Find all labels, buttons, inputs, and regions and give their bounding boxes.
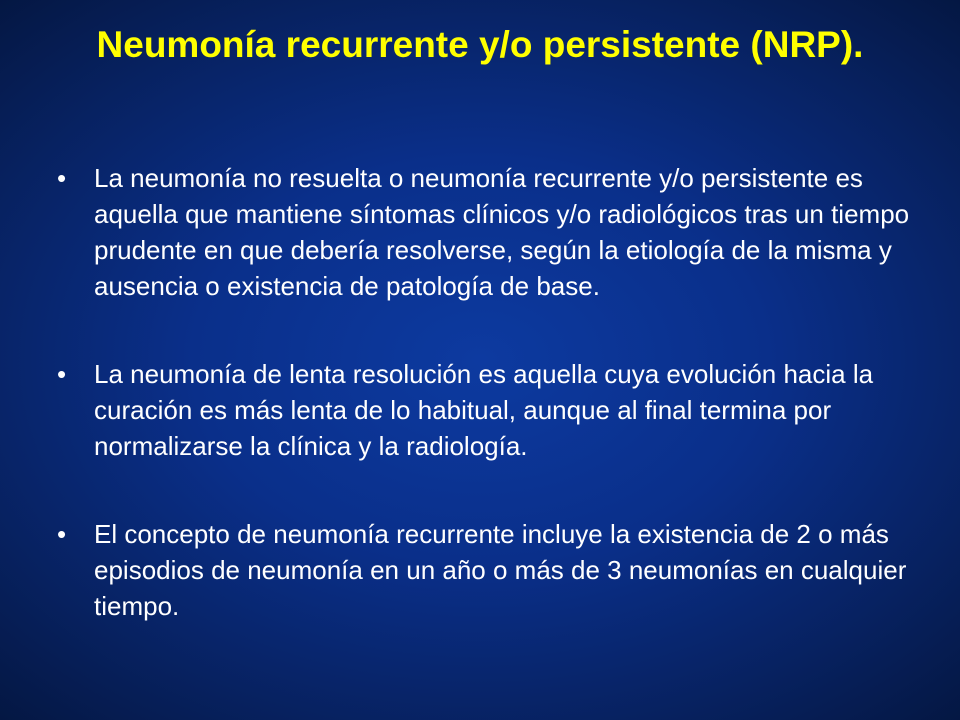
bullet-text: La neumonía no resuelta o neumonía recurrente y/o persistente es aquella que mantiene síntomas clínicos y/o radiológicos tras un tiempo prudente en que debería resolverse, según la etiología de la misma y ausencia o existencia de patología de base. bbox=[94, 163, 910, 301]
bullet-item bbox=[57, 516, 927, 624]
bullet-marker: • bbox=[57, 359, 67, 389]
bullet-item bbox=[57, 160, 927, 304]
bullet-list bbox=[57, 160, 927, 676]
bullet-item bbox=[57, 356, 927, 464]
bullet-text: El concepto de neumonía recurrente incluye la existencia de 2 o más episodios de neumonía en un año o más de 3 neumonías en cualquier tiempo. bbox=[94, 519, 907, 621]
bullet-text: La neumonía de lenta resolución es aquella cuya evolución hacia la curación es más lenta de lo habitual, aunque al final termina por normalizarse la clínica y la radiología. bbox=[94, 359, 874, 461]
slide-title: Neumonía recurrente y/o persistente (NRP). bbox=[96, 24, 864, 65]
bullet-marker: • bbox=[57, 163, 67, 193]
bullet-marker: • bbox=[57, 519, 67, 549]
